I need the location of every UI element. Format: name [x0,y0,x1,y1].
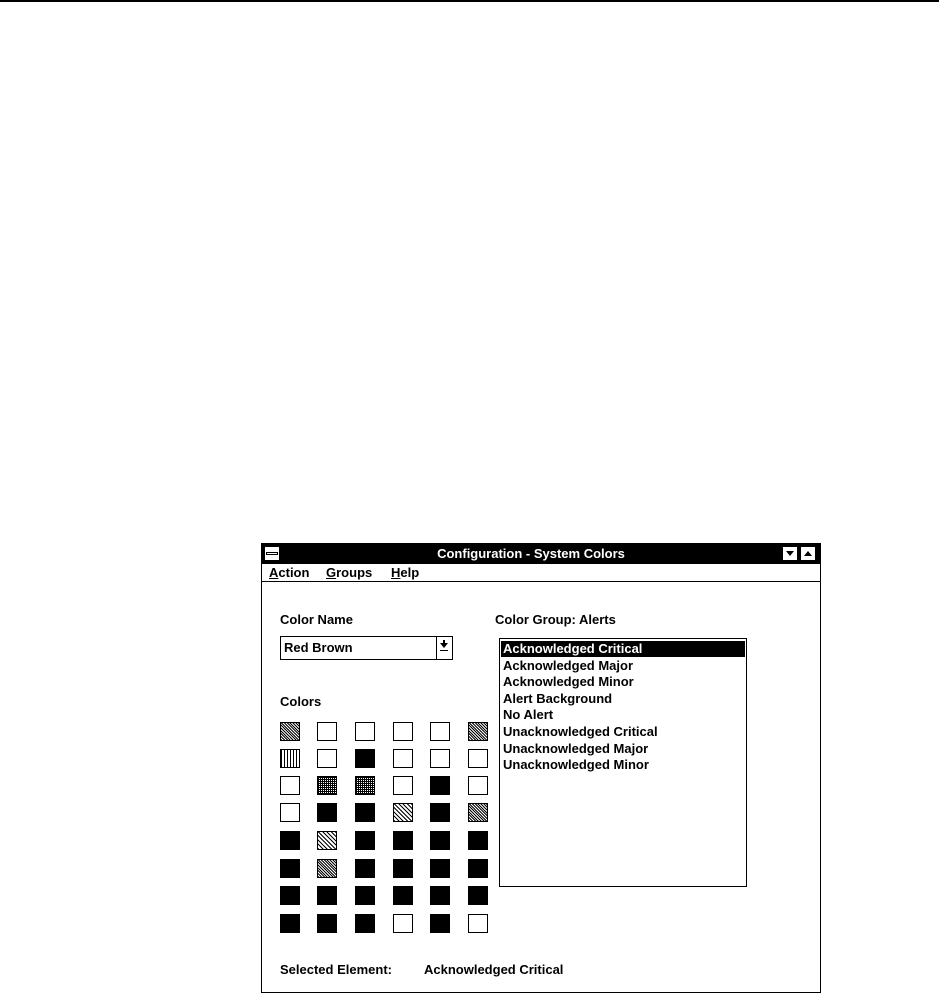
system-colors-window [261,543,821,993]
color-swatch[interactable] [355,914,375,933]
color-group-label: Color Group: Alerts [495,612,616,627]
color-swatch[interactable] [430,886,450,905]
color-swatch[interactable] [280,749,300,768]
color-swatch[interactable] [355,803,375,822]
color-swatch[interactable] [393,776,413,795]
list-item[interactable]: Acknowledged Major [503,657,634,673]
window-title: Configuration - System Colors [437,546,625,561]
maximize-button[interactable] [800,546,816,561]
color-swatch[interactable] [468,722,488,741]
color-swatch[interactable] [317,914,337,933]
menu-bar [262,564,820,582]
color-name-dropdown[interactable] [280,636,453,660]
list-item[interactable]: Alert Background [503,690,613,706]
color-swatch[interactable] [393,803,413,822]
colors-label: Colors [280,694,322,709]
page-top-rule [0,0,939,2]
color-swatch[interactable] [317,803,337,822]
minimize-button[interactable] [782,546,798,561]
list-item[interactable]: Unacknowledged Minor [503,757,649,773]
menu-action[interactable]: Action [269,565,310,580]
color-name-label: Color Name [280,612,353,627]
list-item[interactable]: Unacknowledged Major [503,740,649,756]
list-item[interactable]: Acknowledged Minor [503,674,634,690]
color-swatch[interactable] [430,722,450,741]
color-swatch[interactable] [355,859,375,878]
color-swatch-grid [280,722,488,934]
color-swatch[interactable] [317,859,337,878]
color-swatch[interactable] [430,749,450,768]
color-swatch[interactable] [280,803,300,822]
color-swatch[interactable] [468,776,488,795]
color-swatch[interactable] [430,859,450,878]
dropdown-button[interactable] [436,637,452,659]
color-swatch[interactable] [280,886,300,905]
color-swatch[interactable] [393,886,413,905]
color-group-list[interactable] [499,638,747,887]
color-swatch[interactable] [430,914,450,933]
color-swatch[interactable] [280,914,300,933]
menu-help[interactable]: Help [391,565,420,580]
color-swatch[interactable] [393,831,413,850]
color-swatch[interactable] [393,749,413,768]
minimize-triangle-icon [786,551,794,556]
color-swatch[interactable] [393,722,413,741]
color-swatch[interactable] [355,886,375,905]
list-item[interactable]: No Alert [503,707,554,723]
color-swatch[interactable] [317,722,337,741]
color-swatch[interactable] [280,722,300,741]
color-swatch[interactable] [317,749,337,768]
color-swatch[interactable] [430,831,450,850]
color-swatch[interactable] [355,776,375,795]
color-swatch[interactable] [468,859,488,878]
color-swatch[interactable] [393,914,413,933]
menu-groups[interactable]: Groups [326,565,373,580]
color-name-value: Red Brown [284,640,353,655]
color-swatch[interactable] [430,803,450,822]
color-swatch[interactable] [317,886,337,905]
title-bar[interactable] [262,544,820,564]
color-swatch[interactable] [280,831,300,850]
color-swatch[interactable] [280,776,300,795]
color-swatch[interactable] [355,831,375,850]
color-swatch[interactable] [393,859,413,878]
list-item[interactable]: Acknowledged Critical [501,641,745,657]
color-swatch[interactable] [355,749,375,768]
color-swatch[interactable] [355,722,375,741]
color-swatch[interactable] [468,803,488,822]
list-item[interactable]: Unacknowledged Critical [503,724,658,739]
selected-element-label: Selected Element: [280,962,392,977]
color-swatch[interactable] [468,914,488,933]
selected-element-value: Acknowledged Critical [424,962,564,977]
maximize-triangle-icon [804,551,812,556]
color-swatch[interactable] [317,831,337,850]
system-menu-icon[interactable] [264,546,280,561]
color-swatch[interactable] [317,776,337,795]
color-swatch[interactable] [468,749,488,768]
color-swatch[interactable] [468,886,488,905]
color-swatch[interactable] [468,831,488,850]
color-swatch[interactable] [280,859,300,878]
dropdown-arrow-icon [440,643,448,648]
color-swatch[interactable] [430,776,450,795]
